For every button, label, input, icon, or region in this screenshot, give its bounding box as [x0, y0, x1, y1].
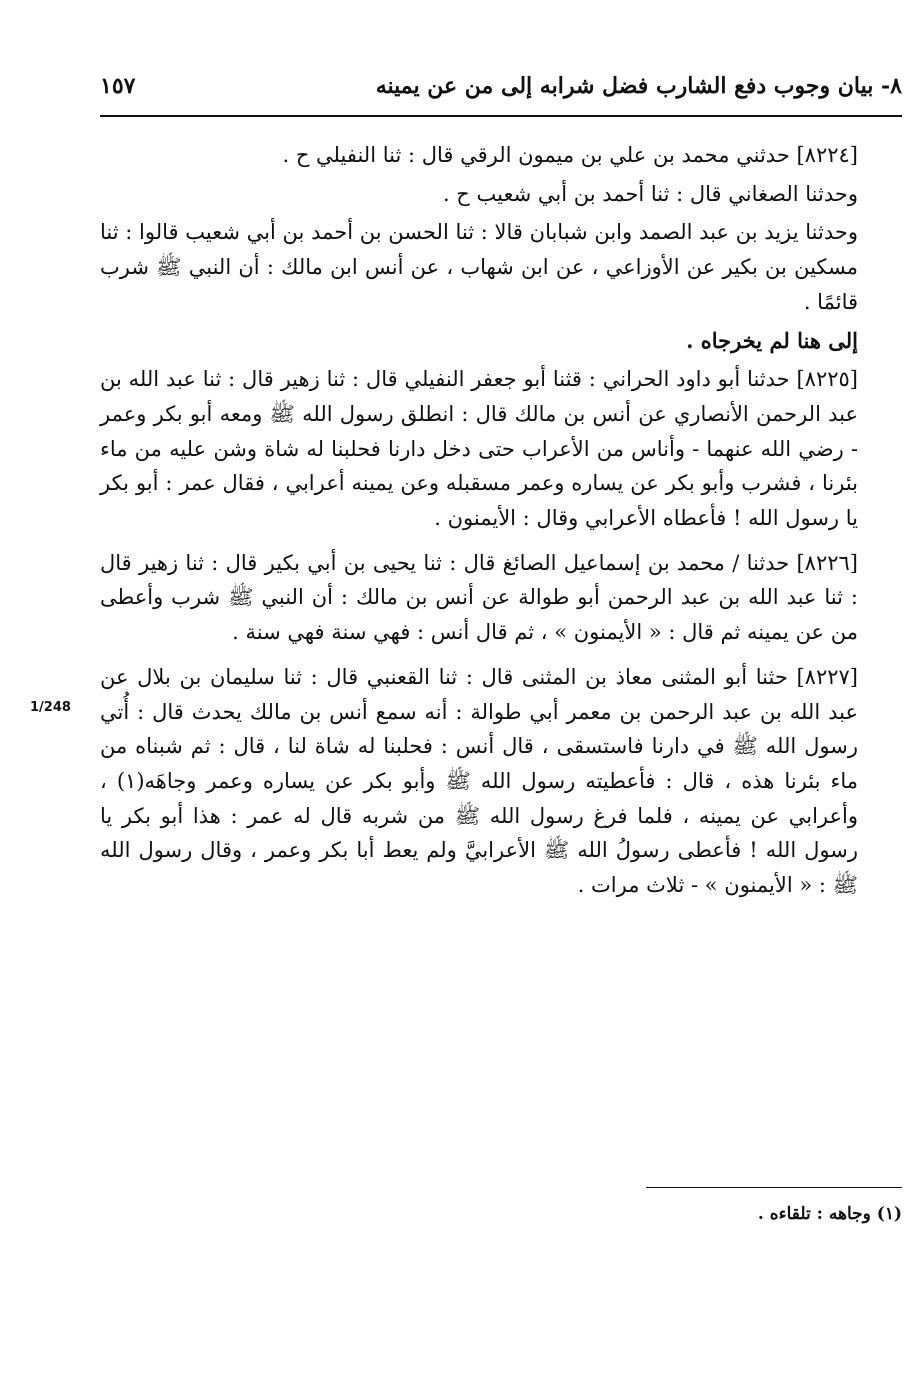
page-header — [100, 66, 902, 106]
page-body — [100, 138, 902, 907]
chapter-title: ٨- بيان وجوب دفع الشارب فضل شرابه إلى من عن يمينه — [375, 73, 902, 99]
page-number: ١٥٧ — [100, 73, 136, 99]
hadith-8224-chain-3: وحدثنا يزيد بن عبد الصمد وابن شبابان قالا : ثنا الحسن بن أحمد بن أبي شعيب قالوا : ثنا مسكين بن بكير عن الأوزاعي ، عن ابن شهاب ، عن أنس ابن مالك : أن النبي ﷺ شرب قائمًا . — [100, 220, 858, 314]
editor-note: إلى هنا لم يخرجاه . — [686, 327, 858, 353]
margin-reference: 1/248 — [30, 700, 71, 715]
footnote-rule — [646, 1187, 902, 1188]
hadith-8224: [٨٢٢٤] حدثني محمد بن علي بن ميمون الرقي قال : ثنا النفيلي ح . — [282, 143, 858, 167]
header-rule — [100, 115, 902, 117]
hadith-8227: [٨٢٢٧] حثنا أبو المثنى معاذ بن المثنى قال : ثنا القعنبي قال : ثنا سليمان بن بلال عن عبد الله بن عبد الرحمن بن معمر أبي طوالة : أنه سمع أنس بن مالك يحدث قال : أُتي رسول الله ﷺ في دارنا فاستسقى ، قال أنس : فحلبنا له شاة لنا ، قال : ثم شبناه من ماء بئرنا هذه ، قال : فأعطيته رسول الله ﷺ وأبو بكر عن يساره وعمر وجاهَه(١) ، وأعرابي عن يمينه ، فلما فرغ رسول الله ﷺ من شربه قال له عمر : هذا أبو بكر يا رسول الله ! فأعطى رسولُ الله ﷺ الأعرابيَّ ولم يعط أبا بكر وعمر ، وقال رسول الله ﷺ : « الأيمنون » - ثلاث مرات . — [100, 664, 859, 898]
hadith-8224-chain-2: وحدثنا الصغاني قال : ثنا أحمد بن أبي شعيب ح . — [442, 181, 858, 206]
hadith-8225: [٨٢٢٥] حدثنا أبو داود الحراني : قثنا أبو جعفر النفيلي قال : ثنا زهير قال : ثنا عبد الله بن عبد الرحمن الأنصاري عن أنس بن مالك قال : انطلق رسول الله ﷺ ومعه أبو بكر وعمر - رضي الله عنهما - وأناس من الأعراب حتى دخل دارنا فحلبنا له شاة وشن عليه من ماء بئرنا ، فشرب وأبو بكر عن يساره وعمر مسقبله وعن يمينه أعرابي ، فقال عمر : أبو بكر يا رسول الله ! فأعطاه الأعرابي وقال : الأيمنون . — [100, 367, 858, 531]
footnote: (١) وجاهه : تلقاءه . — [757, 1204, 902, 1224]
hadith-8226: [٨٢٢٦] حدثنا / محمد بن إسماعيل الصائغ قال : ثنا يحيى بن أبي بكير قال : ثنا زهير قال : ثنا عبد الله بن عبد الرحمن أبو طوالة عن أنس بن مالك : أن النبي ﷺ شرب وأعطى من عن يمينه ثم قال : « الأيمنون » ، ثم قال أنس : فهي سنة فهي سنة . — [100, 550, 858, 645]
